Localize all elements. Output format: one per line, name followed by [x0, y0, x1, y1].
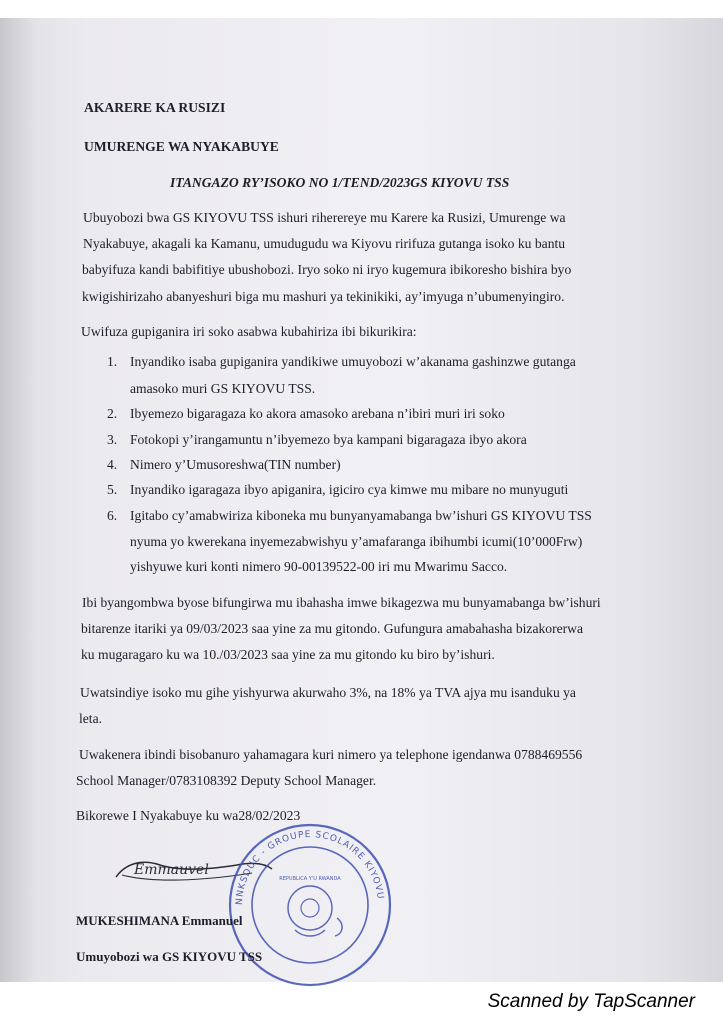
list-number: 2.	[107, 406, 118, 421]
intro-line: Nyakabuye, akagali ka Kamanu, umudugudu wa Kiyovu ririfuza gutanga isoko ku bantu	[83, 236, 566, 251]
district-heading: AKARERE KA RUSIZI	[84, 100, 226, 115]
contact-line: Uwakenera ibindi bisobanuro yahamagara kuri nimero ya telephone igendanwa 0788469556	[79, 747, 583, 762]
intro-line: Ubuyobozi bwa GS KIYOVU TSS ishuri riherereye mu Karere ka Rusizi, Umurenge wa	[83, 210, 566, 225]
list-item-line: Nimero y’Umusoreshwa(TIN number)	[130, 457, 341, 472]
list-item-line: Inyandiko isaba gupiganira yandikiwe umuyobozi w’akanama gashinzwe gutanga	[130, 354, 576, 369]
svg-text:NNKSDUC - GROUPE SCOLAIRE KIYO: NNKSDUC - GROUPE SCOLAIRE KIYOVU	[234, 829, 385, 906]
signatory-name: MUKESHIMANA Emmanuel	[76, 913, 243, 928]
intro-line: babyifuza kandi babifitiye ubushobozi. Iryo soko ni iryo kugemura ibikoresho bishira byo	[82, 262, 572, 277]
intro-line: kwigishirizaho abanyeshuri biga mu mashuri ya tekinikiki, ay’imyuga n’ubumenyingiro.	[82, 289, 565, 304]
list-item-line: yishyuwe kuri konti nimero 90-00139522-00 iri mu Mwarimu Sacco.	[130, 559, 508, 574]
submission-line: ku mugaragaro ku wa 10./03/2023 saa yine za mu gitondo ku biro by’ishuri.	[81, 647, 495, 662]
list-item-line: Inyandiko igaragaza ibyo apiganira, igiciro cya kimwe mu mibare no munyuguti	[130, 482, 569, 497]
list-item-line: amasoko muri GS KIYOVU TSS.	[130, 381, 316, 396]
list-item-line: Igitabo cy’amabwiriza kiboneka mu bunyanyamabanga bw’ishuri GS KIYOVU TSS	[130, 508, 592, 523]
signatory-position: Umuyobozi wa GS KIYOVU TSS	[76, 949, 263, 964]
list-item-line: nyuma yo kwerekana inyemezabwishyu y’amafaranga ibihumbi icumi(10’000Frw)	[130, 534, 583, 549]
list-number: 5.	[107, 482, 118, 497]
notice-title: ITANGAZO RY’ISOKO NO 1/TEND/2023GS KIYOVU TSS	[170, 175, 510, 190]
place-date: Bikorewe I Nyakabuye ku wa28/02/2023	[76, 808, 301, 823]
list-item-line: Ibyemezo bigaragaza ko akora amasoko arebana n’ibiri muri iri soko	[130, 406, 505, 421]
scanner-watermark: Scanned by TapScanner	[487, 991, 695, 1012]
list-number: 3.	[107, 432, 118, 447]
tax-line: Uwatsindiye isoko mu gihe yishyurwa akurwaho 3%, na 18% ya TVA ajya mu isanduku ya	[80, 685, 576, 700]
contact-line: School Manager/0783108392 Deputy School Manager.	[76, 773, 377, 788]
tax-line: leta.	[79, 711, 103, 726]
requirements-heading: Uwifuza gupiganira iri soko asabwa kubahiriza ibi bikurikira:	[81, 324, 417, 339]
svg-text:REPUBLICA Y'U RWANDA: REPUBLICA Y'U RWANDA	[279, 876, 341, 882]
submission-line: bitarenze itariki ya 09/03/2023 saa yine za mu gitondo. Gufungura amabahasha bizakorerwa	[81, 621, 584, 636]
sector-heading: UMURENGE WA NYAKABUYE	[84, 139, 279, 154]
list-number: 4.	[107, 457, 118, 472]
list-number: 1.	[107, 354, 118, 369]
page-edge-shadow	[0, 18, 36, 982]
list-number: 6.	[107, 508, 118, 523]
svg-text:Emmauvel: Emmauvel	[134, 862, 209, 878]
submission-line: Ibi byangombwa byose bifungirwa mu ibahasha imwe bikagezwa mu bunyamabanga bw’ishuri	[82, 595, 601, 610]
list-item-line: Fotokopi y’irangamuntu n’ibyemezo bya kampani bigaragaza ibyo akora	[130, 432, 527, 447]
